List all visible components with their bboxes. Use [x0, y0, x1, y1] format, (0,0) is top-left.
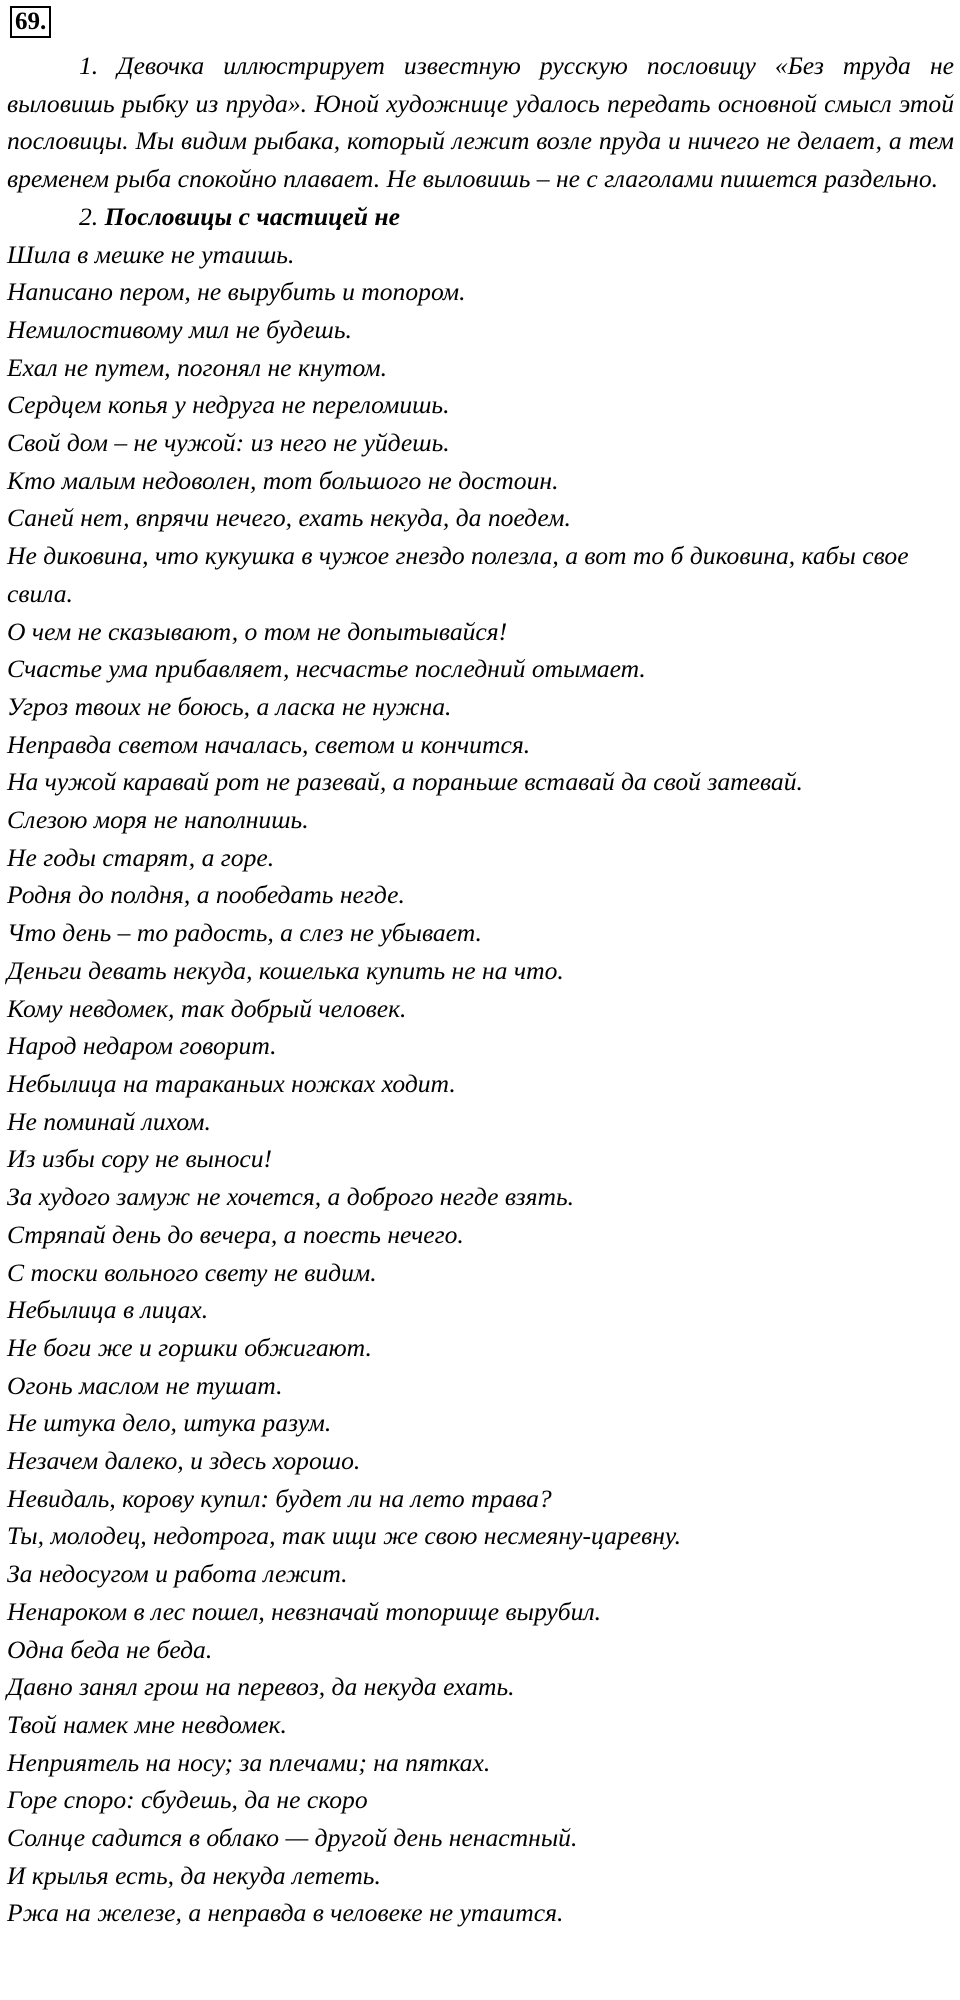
proverb-line: Не боги же и горшки обжигают. — [7, 1332, 372, 1362]
proverb-line: Народ недаром говорит. — [7, 1031, 277, 1061]
proverb-line: За худого замуж не хочется, а доброго негде взять. — [7, 1182, 575, 1212]
proverb-line: Саней нет, впрячи нечего, ехать некуда, да поедем. — [7, 503, 571, 533]
proverb-line: Угроз твоих не боюсь, а ласка не нужна. — [7, 691, 452, 721]
proverb-line: Одна беда не беда. — [7, 1634, 213, 1664]
proverb-line: Стряпай день до вечера, а поесть нечего. — [7, 1219, 464, 1249]
proverb-line: Что день – то радость, а слез не убывает. — [7, 918, 482, 948]
proverb-line: Кому невдомек, так добрый человек. — [7, 993, 407, 1023]
proverb-line: Не диковина, что кукушка в чужое гнездо полезла, а вот то б диковина, кабы свое свила. — [7, 541, 909, 608]
proverb-line: Счастье ума прибавляет, несчастье последний отымает. — [7, 654, 646, 684]
task-number: 69. — [10, 6, 51, 38]
proverb-line: Ехал не путем, погонял не кнутом. — [7, 352, 388, 382]
answer-content — [7, 47, 954, 1932]
proverb-line: На чужой каравай рот не разевай, а пораньше вставай да свой затевай. — [7, 767, 803, 797]
proverb-line: Ты, молодец, недотрога, так ищи же свою несмеяну-царевну. — [7, 1521, 682, 1551]
proverb-line: Не годы старят, а горе. — [7, 842, 275, 872]
proverb-line: Неприятель на носу; за плечами; на пятках. — [7, 1747, 491, 1777]
proverb-line: Солнце садится в облако — другой день ненастный. — [7, 1823, 578, 1853]
proverb-line: Шила в мешке не утаишь. — [7, 239, 295, 269]
proverb-line: Небылица на тараканьих ножках ходит. — [7, 1068, 456, 1098]
proverb-line: Незачем далеко, и здесь хорошо. — [7, 1446, 361, 1476]
proverb-line: Давно занял грош на перевоз, да некуда ехать. — [7, 1672, 515, 1702]
proverb-line: Твой намек мне невдомек. — [7, 1709, 287, 1739]
proverb-line: Горе споро: сбудешь, да не скоро — [7, 1785, 368, 1815]
section-number: 2. — [79, 201, 99, 231]
proverb-line: Ржа на железе, а неправда в человеке не утаится. — [7, 1898, 564, 1928]
proverb-line: Слезою моря не наполнишь. — [7, 805, 309, 835]
proverb-line: Огонь маслом не тушат. — [7, 1370, 283, 1400]
proverb-line: Небылица в лицах. — [7, 1295, 209, 1325]
proverb-list — [7, 236, 954, 1933]
proverb-line: Не штука дело, штука разум. — [7, 1408, 332, 1438]
proverb-line: Написано пером, не вырубить и топором. — [7, 277, 466, 307]
proverb-line: И крылья есть, да некуда лететь. — [7, 1860, 381, 1890]
proverb-line: Немилостивому мил не будешь. — [7, 314, 352, 344]
proverb-line: За недосугом и работа лежит. — [7, 1559, 348, 1589]
proverb-line: Сердцем копья у недруга не переломишь. — [7, 390, 450, 420]
proverb-line: Деньги девать некуда, кошелька купить не на что. — [7, 955, 564, 985]
proverb-line: Кто малым недоволен, тот большого не достоин. — [7, 465, 559, 495]
section-title: Пословицы с частицей не — [104, 201, 400, 231]
section-heading — [7, 198, 954, 236]
proverb-line: Свой дом – не чужой: из него не уйдешь. — [7, 428, 450, 458]
paragraph-explanation: 1. Девочка иллюстрирует известную русскую пословицу «Без труда не выловишь рыбку из пруда». Юной художнице удалось передать основной смысл этой пословицы. Мы видим рыбака, который лежит возле пруда и ничего не делает, а тем временем рыба спокойно плавает. Не выловишь – не с глаголами пишется раздельно. — [7, 51, 954, 194]
proverb-line: Невидаль, корову купил: будет ли на лето трава? — [7, 1483, 552, 1513]
proverb-line: О чем не сказывают, о том не допытывайся! — [7, 616, 508, 646]
proverb-line: Не поминай лихом. — [7, 1106, 211, 1136]
proverb-line: Ненароком в лес пошел, невзначай топорище вырубил. — [7, 1596, 602, 1626]
proverb-line: Родня до полдня, а пообедать негде. — [7, 880, 405, 910]
proverb-line: Неправда светом началась, светом и кончится. — [7, 729, 531, 759]
proverb-line: С тоски вольного свету не видим. — [7, 1257, 377, 1287]
proverb-line: Из избы сору не выноси! — [7, 1144, 273, 1174]
